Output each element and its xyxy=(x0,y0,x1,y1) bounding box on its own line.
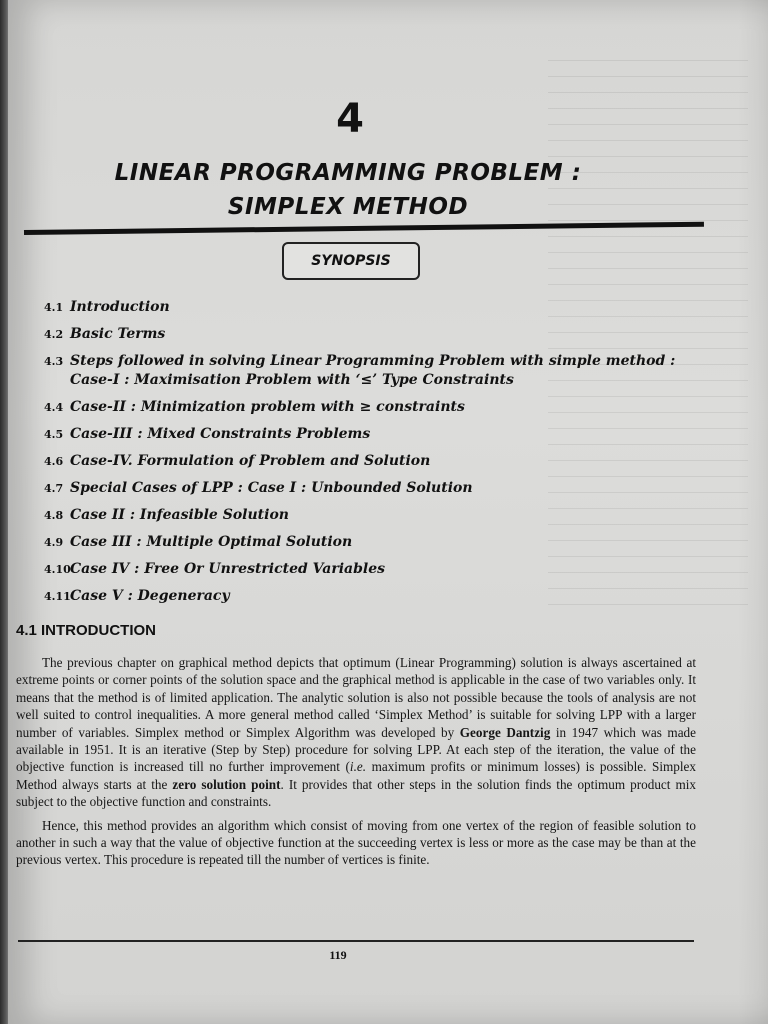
paragraph: Hence, this method provides an algorithm which consist of moving from one vertex of the region of feasible solution to another in such a way that the value of objective function at the succeeding vertex is less or more as the case may be than at the previous vertex. This procedure is repeated till the number of vertices is finite. xyxy=(16,817,696,868)
paragraph xyxy=(16,654,696,811)
paragraph-text: . It provides that other steps in the solution finds the optimum product mix subject to the objective function and constraints. xyxy=(16,776,697,810)
chapter-number: 4 xyxy=(336,96,364,142)
synopsis-item-number: 4.7 xyxy=(44,482,64,495)
chapter-title-line1: LINEAR PROGRAMMING PROBLEM : xyxy=(114,160,582,186)
section-body xyxy=(16,654,696,875)
chapter-title xyxy=(68,156,628,224)
synopsis-item-number: 4.5 xyxy=(44,428,64,441)
synopsis-item-text: Case IV : Free Or Unrestricted Variables xyxy=(70,561,385,577)
synopsis-item-number: 4.8 xyxy=(44,509,64,522)
synopsis-item-number: 4.6 xyxy=(44,455,64,468)
synopsis-item-text: Case-IV. Formulation of Problem and Solution xyxy=(70,453,431,469)
synopsis-item-number: 4.3 xyxy=(44,355,64,368)
paragraph-emphasis: George Dantzig xyxy=(459,724,551,740)
synopsis-item-text: Case-II : Minimization problem with ≥ constraints xyxy=(70,399,465,415)
synopsis-item-text: Introduction xyxy=(70,299,170,315)
page-number: 119 xyxy=(329,948,347,962)
synopsis-item-text: Case V : Degeneracy xyxy=(70,588,230,604)
paragraph-emphasis: zero solution point xyxy=(172,776,281,792)
synopsis-item-text: Special Cases of LPP : Case I : Unbounded Solution xyxy=(70,480,473,496)
synopsis-item xyxy=(44,325,704,344)
synopsis-item xyxy=(44,479,704,498)
section-heading: 4.1 INTRODUCTION xyxy=(16,622,157,639)
footer-rule xyxy=(18,940,694,942)
synopsis-item xyxy=(44,452,704,471)
synopsis-item-number: 4.1 xyxy=(44,301,64,314)
paragraph-text: The previous chapter on graphical method depicts that optimum (Linear Programming) solution is always ascertained at extreme points or corner points of the solution space and the graphical method is applicable in the case of two variables only. It means that the method is of limited application. The analytic solution is also not possible because the tools of analysis are not well suited to control inequalities. A more general method called ‘Simplex Method’ is suitable for solving LPP with a larger number of variables. Simplex method or Simplex Algorithm was developed by xyxy=(16,655,696,740)
synopsis-item xyxy=(44,398,704,417)
synopsis-item-text: Case II : Infeasible Solution xyxy=(70,507,289,523)
synopsis-list xyxy=(44,298,704,614)
synopsis-item-text: Case-III : Mixed Constraints Problems xyxy=(70,426,371,442)
paragraph-italic: i.e. xyxy=(349,759,367,775)
book-page xyxy=(8,0,768,1024)
synopsis-item-number: 4.10 xyxy=(44,563,71,576)
chapter-title-line2: SIMPLEX METHOD xyxy=(227,194,469,220)
synopsis-item xyxy=(44,587,704,606)
synopsis-item xyxy=(44,506,704,525)
synopsis-item-number: 4.9 xyxy=(44,536,64,549)
synopsis-item xyxy=(44,352,704,390)
synopsis-label: SYNOPSIS xyxy=(282,242,420,280)
synopsis-item-number: 4.2 xyxy=(44,328,64,341)
synopsis-item xyxy=(44,533,704,552)
synopsis-item xyxy=(44,425,704,444)
synopsis-item-text: Steps followed in solving Linear Programming Problem with simple method : Case-I : Maximisation Problem with ‘≤’ Type Constraints xyxy=(70,353,676,388)
synopsis-item-text: Basic Terms xyxy=(70,326,166,342)
synopsis-item xyxy=(44,298,704,317)
page-edge-shadow xyxy=(738,0,768,1024)
synopsis-item-number: 4.11 xyxy=(44,590,71,603)
synopsis-item-text: Case III : Multiple Optimal Solution xyxy=(70,534,353,550)
synopsis-item xyxy=(44,560,704,579)
paragraph-text: maximum profits or minimum losses) is possible. Simplex Method always starts at the xyxy=(16,759,696,792)
paragraph-text: in 1947 which was made available in 1951. It is an iterative (Step by Step) procedure for solving LPP. At each step of the iteration, the value of the objective function is increased till no further improvement ( xyxy=(16,724,696,775)
synopsis-item-number: 4.4 xyxy=(44,401,64,414)
